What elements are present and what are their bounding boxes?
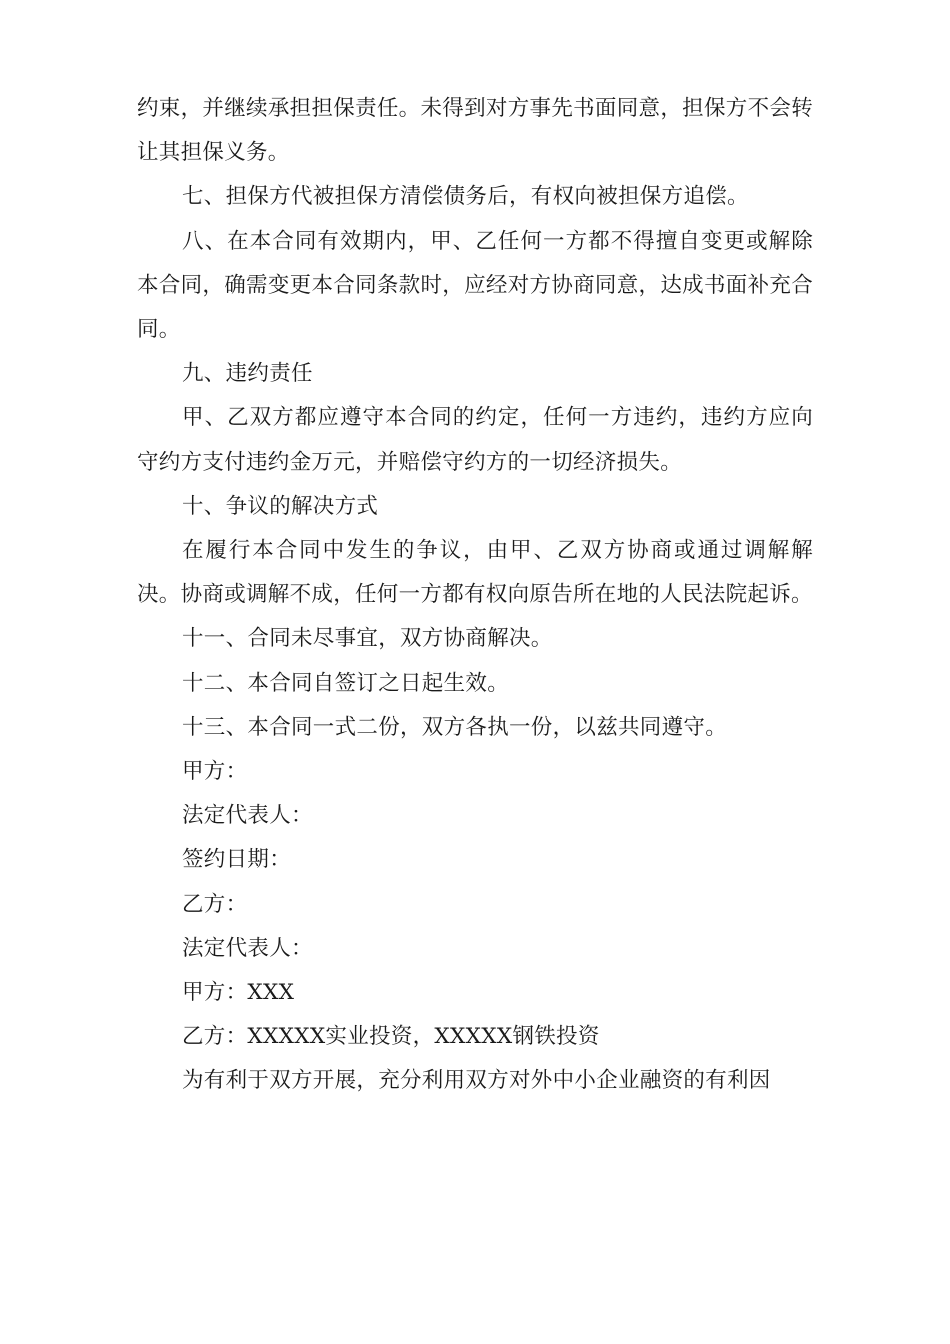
party-b-signature-label: 乙方： (182, 891, 248, 917)
clause-13: 十三、本合同一式二份，双方各执一份，以兹共同遵守。 (182, 714, 728, 740)
party-a-name: 甲方：XXX (182, 980, 295, 1006)
party-b-legal-rep-label: 法定代表人： (182, 935, 313, 961)
party-a-signature-label: 甲方： (182, 759, 248, 785)
clause-8-modification: 八、在本合同有效期内，甲、乙任何一方都不得擅自变更或解除本合同，确需变更本合同条款时，应经对方协商同意，达成书面补充合同。 (137, 228, 813, 343)
clause-10-heading: 十、争议的解决方式 (182, 493, 379, 519)
paragraph-guarantee-continuation: 约束，并继续承担担保责任。未得到对方事先书面同意，担保方不会转让其担保义务。 (137, 96, 813, 166)
clause-10-dispute-text: 在履行本合同中发生的争议，由甲、乙双方协商或通过调解解决。协商或调解不成，任何一方都有权向原告所在地的人民法院起诉。 (137, 538, 813, 608)
clause-9-breach-text: 甲、乙双方都应遵守本合同的约定，任何一方违约，违约方应向守约方支付违约金万元，并赔偿守约方的一切经济损失。 (137, 405, 813, 475)
clause-7-recourse: 七、担保方代被担保方清偿债务后，有权向被担保方追偿。 (182, 184, 749, 210)
next-contract-intro: 为有利于双方开展，充分利用双方对外中小企业融资的有利因 (182, 1068, 771, 1094)
clause-9-heading: 九、违约责任 (182, 361, 313, 387)
party-b-name: 乙方：XXXXX实业投资，XXXXX钢铁投资 (182, 1024, 600, 1050)
document-page (137, 87, 813, 1104)
clause-11: 十一、合同未尽事宜，双方协商解决。 (182, 626, 553, 652)
party-a-legal-rep-label: 法定代表人： (182, 803, 313, 829)
clause-12: 十二、本合同自签订之日起生效。 (182, 670, 510, 696)
signing-date-label: 签约日期： (182, 847, 292, 873)
